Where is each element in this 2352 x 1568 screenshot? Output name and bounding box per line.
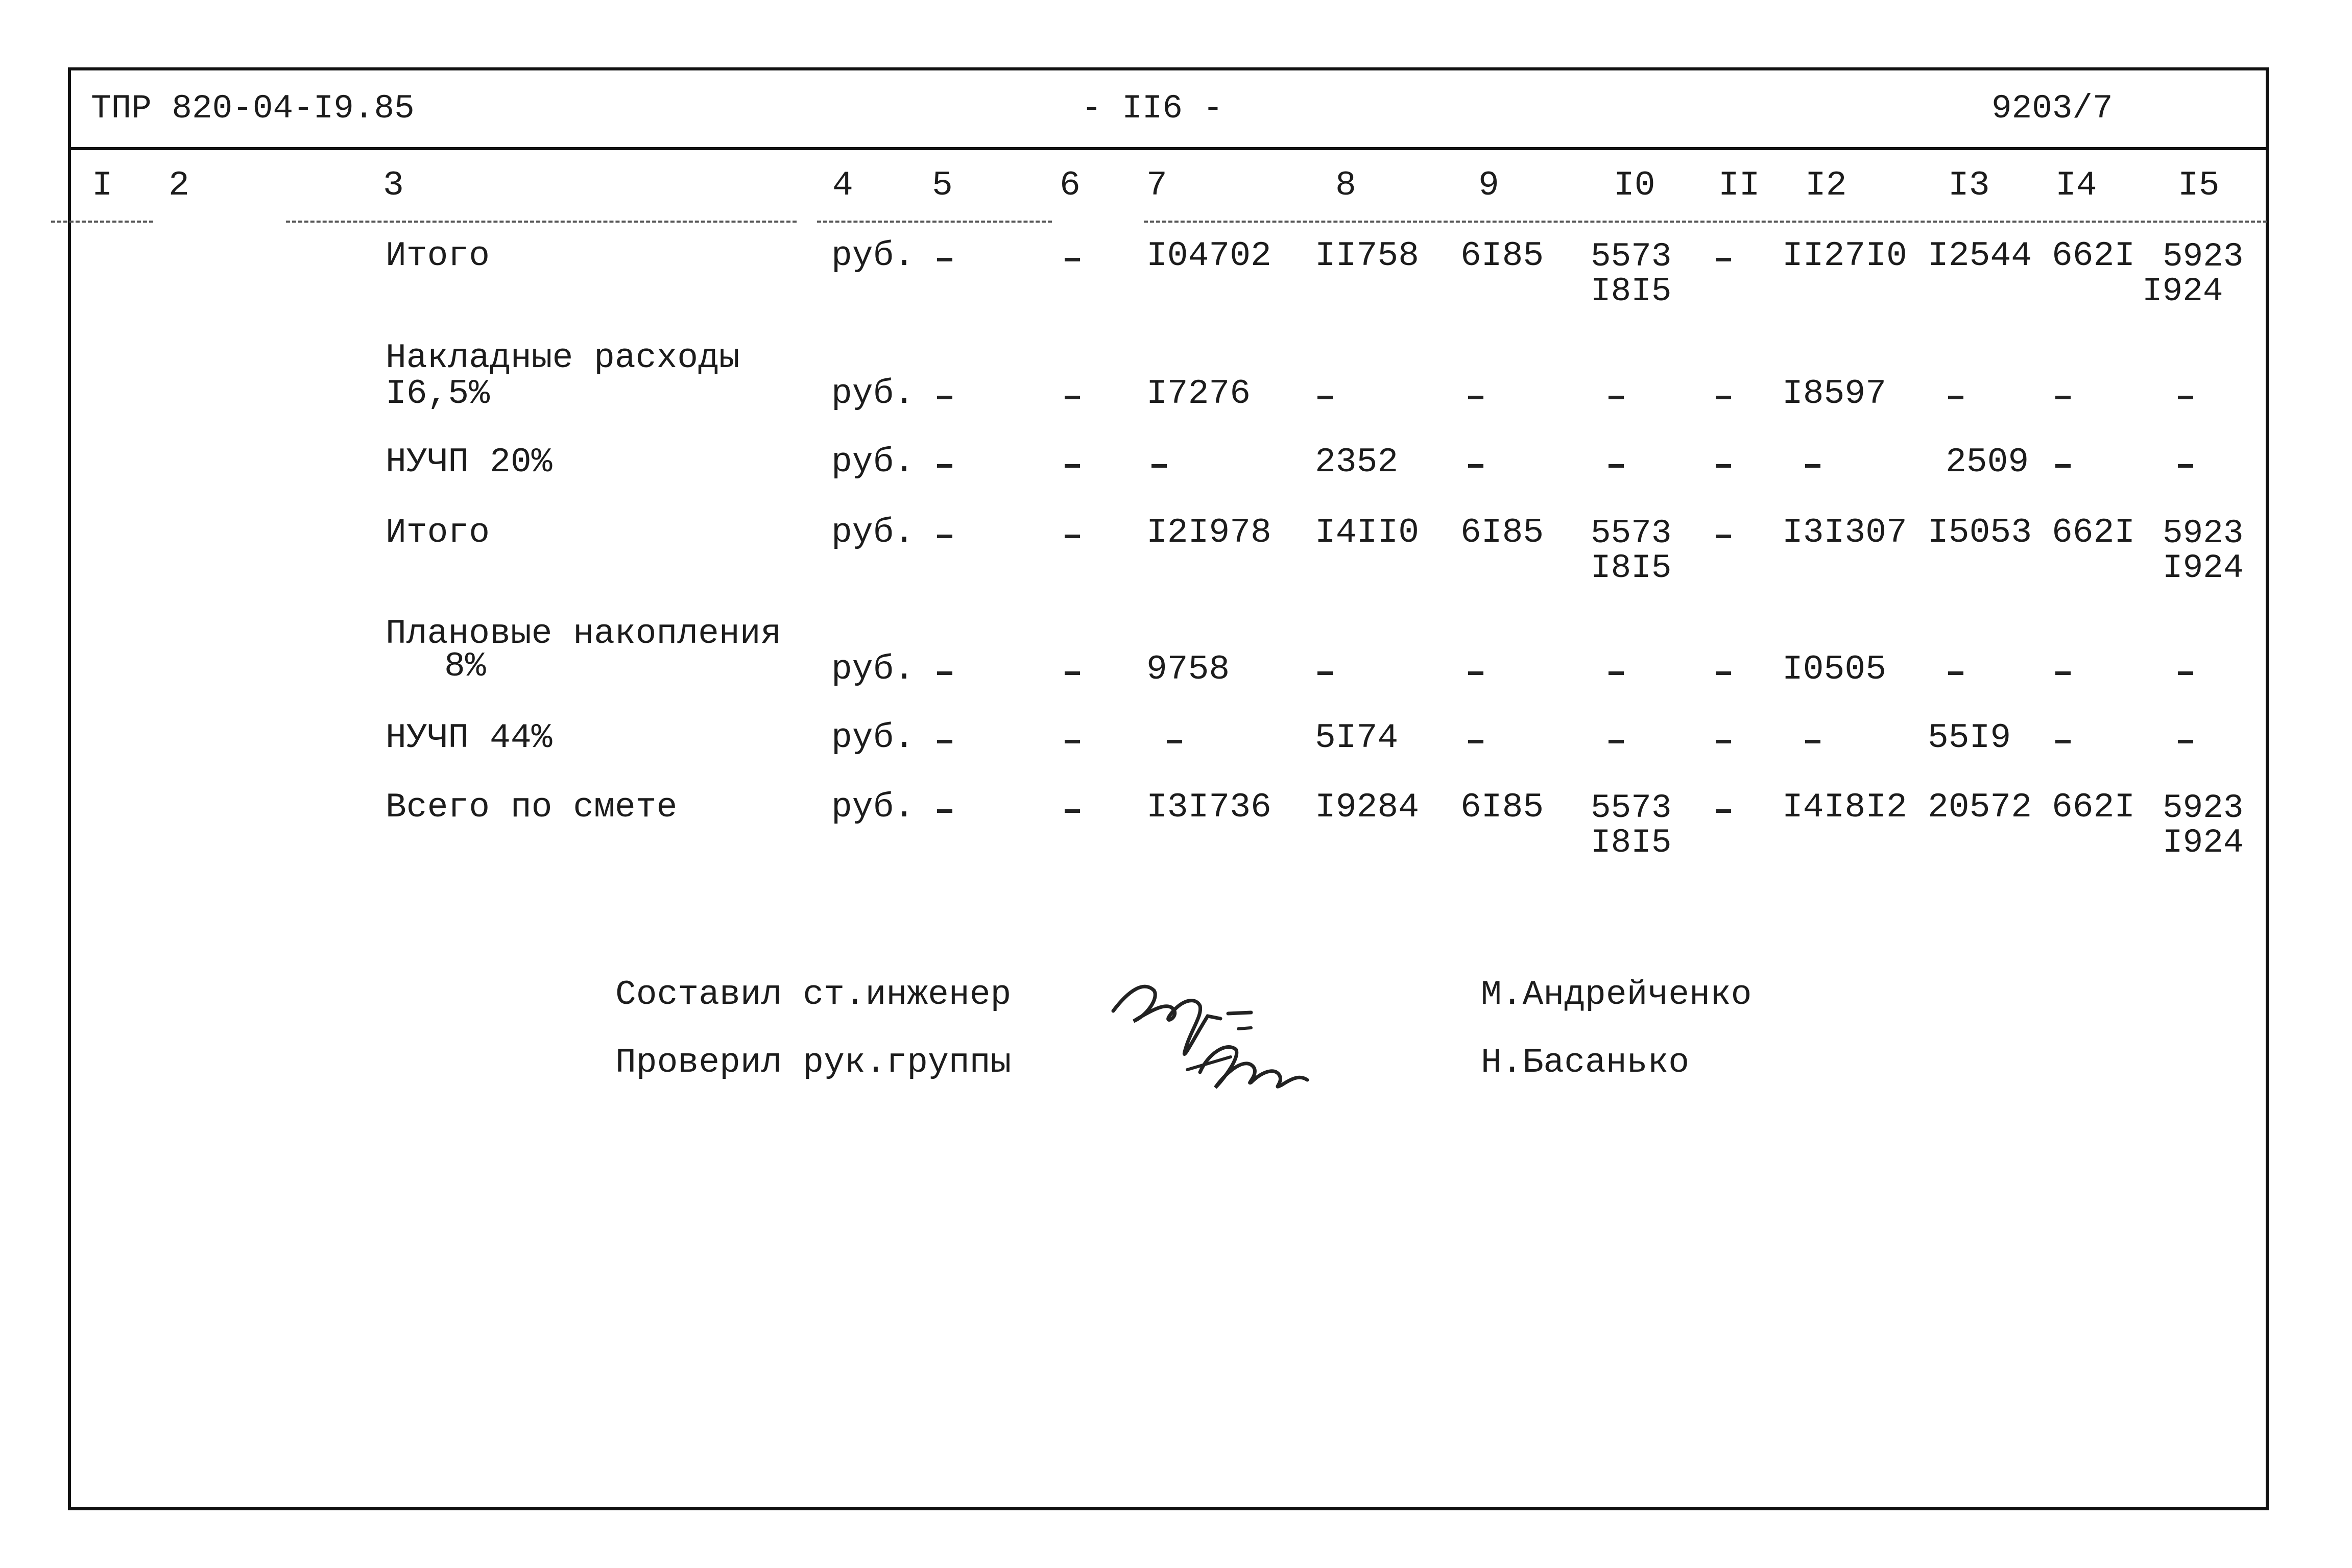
row-unit: руб.	[831, 788, 915, 827]
row-label: НУЧП 20%	[386, 443, 553, 482]
row-label: Итого	[386, 513, 490, 552]
dash-c15	[2178, 671, 2193, 675]
dash-c5	[937, 464, 952, 468]
cell-c15: 5923	[2163, 514, 2244, 552]
cell-c9: 6I85	[1460, 513, 1544, 552]
row-unit: руб.	[831, 236, 915, 276]
cell-c13: 20572	[1928, 788, 2032, 827]
dash-c6	[1065, 740, 1080, 743]
cell-c8: I4II0	[1315, 513, 1420, 552]
dash-c6	[1065, 464, 1080, 468]
row-unit: руб.	[831, 513, 915, 552]
col-11: II	[1718, 166, 1760, 205]
dash-c14	[2055, 464, 2071, 468]
cell-c8: 5I74	[1315, 718, 1399, 758]
dash-c12	[1805, 740, 1820, 743]
dash-c5	[937, 258, 952, 261]
cell-c12: I3I307	[1782, 513, 1907, 552]
cell-c7: I04702	[1146, 236, 1271, 276]
dash-c9	[1468, 671, 1483, 675]
col-12: I2	[1805, 166, 1847, 205]
colhead-rule	[286, 221, 797, 225]
cell-c8: II758	[1315, 236, 1420, 276]
dash-c15	[2178, 740, 2193, 743]
col-9: 9	[1478, 166, 1499, 205]
cell-c12: II27I0	[1782, 236, 1907, 276]
col-7: 7	[1146, 166, 1167, 205]
cell-c15b: I924	[2163, 824, 2244, 862]
cell-c10: 5573	[1591, 237, 1672, 276]
col-8: 8	[1335, 166, 1356, 205]
cell-c15: 5923	[2163, 237, 2244, 276]
cell-c15: 5923	[2163, 789, 2244, 827]
dash-c11	[1716, 809, 1731, 813]
colhead-rule	[1144, 221, 2267, 225]
page-number: - II6 -	[1082, 89, 1223, 128]
cell-c13: I2544	[1928, 236, 2032, 276]
dash-c11	[1716, 464, 1731, 468]
row-label: Всего по смете	[386, 788, 678, 827]
album-number: 9203/7	[1991, 89, 2113, 128]
checked-label: Проверил рук.группы	[615, 1043, 1012, 1082]
dash-c15	[2178, 396, 2193, 399]
cell-c10b: I8I5	[1591, 272, 1672, 310]
cell-c10: 5573	[1591, 514, 1672, 552]
row-label: Накладные расходы	[386, 339, 740, 378]
dash-c10	[1609, 671, 1624, 675]
dash-c9	[1468, 740, 1483, 743]
dash-c10	[1609, 396, 1624, 399]
dash-c6	[1065, 258, 1080, 261]
dash-c6	[1065, 396, 1080, 399]
dash-c7	[1151, 464, 1167, 468]
col-13: I3	[1948, 166, 1990, 205]
dash-c5	[937, 809, 952, 813]
composed-label: Составил ст.инженер	[615, 975, 1012, 1015]
cell-c15b: I924	[2163, 549, 2244, 587]
cell-c15b: I924	[2142, 272, 2223, 310]
cell-c12: I0505	[1782, 650, 1887, 689]
dash-c5	[937, 671, 952, 675]
dash-c13	[1948, 671, 1963, 675]
dash-c14	[2055, 740, 2071, 743]
cell-c12: I4I8I2	[1782, 788, 1907, 827]
dash-c12	[1805, 464, 1820, 468]
cell-c7: I2I978	[1146, 513, 1271, 552]
cell-c8: I9284	[1315, 788, 1420, 827]
dash-c14	[2055, 396, 2071, 399]
dash-c15	[2178, 464, 2193, 468]
cell-c14: 662I	[2052, 788, 2135, 827]
cell-c14: 662I	[2052, 236, 2135, 276]
cell-c13: 2509	[1946, 443, 2029, 482]
dash-c6	[1065, 671, 1080, 675]
checked-name: Н.Басанько	[1481, 1043, 1690, 1082]
cell-c9: 6I85	[1460, 236, 1544, 276]
col-3: 3	[383, 166, 404, 205]
dash-c14	[2055, 671, 2071, 675]
row-label-2: 8%	[444, 647, 486, 686]
dash-c11	[1716, 740, 1731, 743]
cell-c10b: I8I5	[1591, 549, 1672, 587]
dash-c8	[1317, 396, 1333, 399]
col-10: I0	[1614, 166, 1655, 205]
dash-c11	[1716, 258, 1731, 261]
dash-c7	[1167, 740, 1182, 743]
col-15: I5	[2178, 166, 2220, 205]
dash-c11	[1716, 671, 1731, 675]
col-2: 2	[169, 166, 189, 205]
colhead-rule	[817, 221, 1052, 225]
row-unit: руб.	[831, 650, 915, 689]
row-label: Итого	[386, 236, 490, 276]
dash-c5	[937, 396, 952, 399]
composed-name: М.Андрейченко	[1481, 975, 1752, 1015]
row-unit: руб.	[831, 443, 915, 482]
cell-c7: 9758	[1146, 650, 1230, 689]
dash-c8	[1317, 671, 1333, 675]
col-5: 5	[932, 166, 953, 205]
cell-c13: 55I9	[1928, 718, 2011, 758]
dash-c11	[1716, 396, 1731, 399]
cell-c7: I3I736	[1146, 788, 1271, 827]
row-unit: руб.	[831, 374, 915, 414]
cell-c7: I7276	[1146, 374, 1251, 414]
cell-c12: I8597	[1782, 374, 1887, 414]
dash-c10	[1609, 740, 1624, 743]
dash-c5	[937, 535, 952, 538]
row-label: Плановые накопления	[386, 614, 782, 654]
colhead-rule	[51, 221, 153, 225]
row-unit: руб.	[831, 718, 915, 758]
cell-c13: I5053	[1928, 513, 2032, 552]
cell-c10b: I8I5	[1591, 824, 1672, 862]
dash-c6	[1065, 809, 1080, 813]
dash-c9	[1468, 396, 1483, 399]
dash-c9	[1468, 464, 1483, 468]
doc-code: ТПР 820-04-I9.85	[91, 89, 415, 128]
dash-c5	[937, 740, 952, 743]
cell-c9: 6I85	[1460, 788, 1544, 827]
dash-c6	[1065, 535, 1080, 538]
cell-c14: 662I	[2052, 513, 2135, 552]
cell-c10: 5573	[1591, 789, 1672, 827]
row-label: НУЧП 44%	[386, 718, 553, 758]
col-1: I	[92, 166, 113, 205]
dash-c11	[1716, 535, 1731, 538]
dash-c13	[1948, 396, 1963, 399]
col-14: I4	[2055, 166, 2097, 205]
row-label-2: I6,5%	[386, 374, 490, 414]
cell-c8: 2352	[1315, 443, 1399, 482]
header-divider	[68, 147, 2269, 150]
col-6: 6	[1060, 166, 1081, 205]
col-4: 4	[832, 166, 853, 205]
dash-c10	[1609, 464, 1624, 468]
handwritten-signatures	[1098, 960, 1363, 1113]
